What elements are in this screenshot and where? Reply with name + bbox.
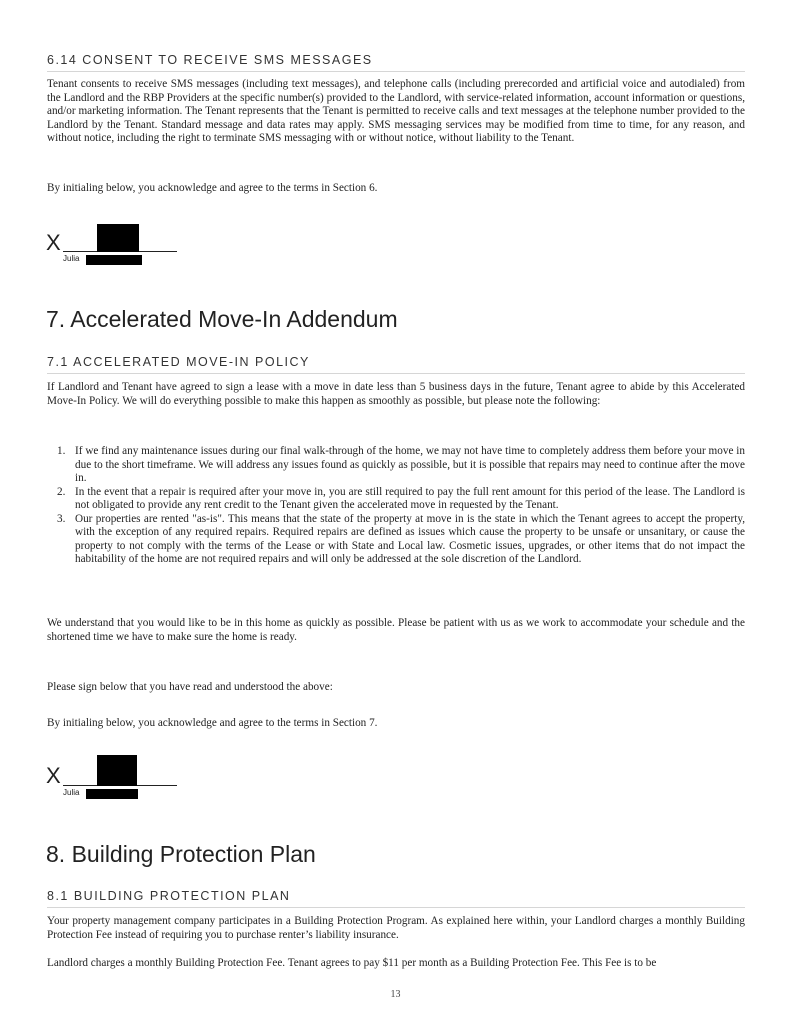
list-item-text: If we find any maintenance issues during our final walk-through of the home, we may not have time to completely address them before your move in due to the short timeframe. We will address any issues found as quickly as possible, but it is possible that repairs may need to continue after the move in. (75, 445, 745, 484)
section-8-title: 8. Building Protection Plan (46, 841, 316, 867)
list-item (47, 513, 745, 567)
section-7-title: 7. Accelerated Move-In Addendum (46, 306, 398, 332)
section-7-initial-note: By initialing below, you acknowledge and agree to the terms in Section 7. (47, 717, 378, 729)
section-7-1-heading: 7.1 ACCELERATED MOVE-IN POLICY (47, 355, 310, 369)
sign-below-instruction: Please sign below that you have read and understood the above: (47, 681, 333, 693)
section-divider (47, 373, 745, 374)
initial-signature-block-section-6[interactable] (46, 224, 186, 268)
signature-x-mark: X (46, 230, 61, 255)
redacted-surname (86, 789, 138, 799)
initial-signature-block-section-7[interactable] (46, 755, 186, 801)
accelerated-move-in-intro: If Landlord and Tenant have agreed to sign a lease with a move in date less than 5 business days in the future, Tenant agree to abide by this Accelerated Move-In Policy. We will do everything possible to make this happen as smoothly as possible, but please note the following: (47, 381, 745, 407)
redacted-initials (97, 755, 137, 786)
section-divider (47, 907, 745, 908)
signature-x-mark: X (46, 763, 61, 788)
signer-first-name: Julia (63, 254, 80, 263)
redacted-initials (97, 224, 139, 252)
building-protection-paragraph-1: Your property management company participates in a Building Protection Program. As explained here within, your Landlord charges a monthly Building Protection Fee instead of requiring you to purchase renter’s liability insurance. (47, 915, 745, 941)
list-item-text: Our properties are rented "as-is". This means that the state of the property at move in is the state in which the Tenant agrees to accept the property, with the exception of any required repairs. Required repairs are defined as issues which cause the property to be unsafe or unsanitary, or cause the property to not comply with the terms of the Lease or with State and Local law. Cosmetic issues, upgrades, or other items that do not impact the habitability of the home are not required repairs and will only be addressed at the sole discretion of the Landlord. (75, 512, 745, 565)
building-protection-paragraph-2: Landlord charges a monthly Building Protection Fee. Tenant agrees to pay $11 per month as a Building Protection Fee. This Fee is to be (47, 957, 657, 969)
list-item (47, 486, 745, 513)
list-item (47, 445, 745, 486)
section-8-1-heading: 8.1 BUILDING PROTECTION PLAN (47, 889, 291, 903)
list-item-number: 2. (57, 485, 66, 498)
sms-consent-paragraph: Tenant consents to receive SMS messages (including text messages), and telephone calls (including prerecorded and artificial voice and autodialed) from the Landlord and the RBP Providers at the specific number(s) provided to the Landlord, with service-related information, account information or questions, and/or marketing information. The Tenant represents that the Tenant is permitted to receive calls and text messages at the telephone number provided to the Landlord by the Tenant. Standard message and data rates may apply. SMS messaging services may be modified from time to time, for any reason, and without notice, including the right to terminate SMS messaging with or without notice, without liability to the Tenant. (47, 78, 745, 144)
list-item-number: 1. (57, 445, 66, 457)
list-item-number: 3. (57, 512, 66, 525)
signer-first-name: Julia (63, 788, 80, 797)
section-6-14-heading: 6.14 CONSENT TO RECEIVE SMS MESSAGES (47, 53, 373, 67)
section-6-initial-note: By initialing below, you acknowledge and agree to the terms in Section 6. (47, 182, 378, 194)
page-number: 13 (390, 989, 401, 1000)
section-divider (47, 71, 745, 72)
move-in-terms-list (47, 445, 745, 567)
redacted-surname (86, 255, 142, 265)
understanding-paragraph: We understand that you would like to be in this home as quickly as possible. Please be patient with us as we work to accommodate your schedule and the shortened time we have to make sure the home is ready. (47, 617, 745, 643)
list-item-text: In the event that a repair is required after your move in, you are still required to pay the full rent amount for this period of the lease. The Landlord is not obligated to provide any rent credit to the Tenant given the accelerated move in requested by the Tenant. (75, 485, 745, 511)
